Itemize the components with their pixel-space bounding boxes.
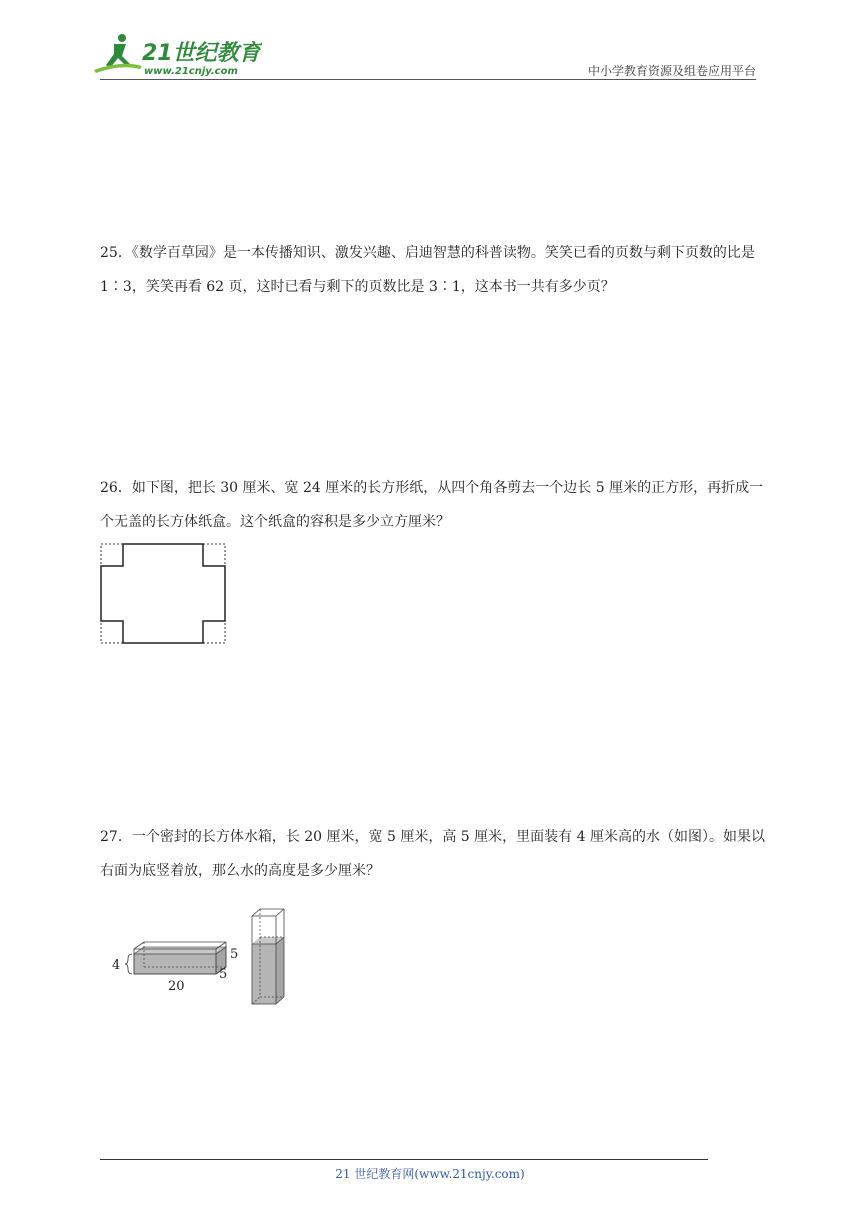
vertical-tank: [252, 909, 284, 1004]
footer-text: 21 世纪教育网(www.21cnjy.com): [335, 1167, 525, 1181]
water-height-label: 4: [112, 958, 121, 973]
question-text: 《数学百草园》是一本传播知识、激发兴趣、启迪智慧的科普读物。笑笑已看的页数与剩下页数的比是 1∶3，笑笑再看 62 页，这时已看与剩下的页数比是 3∶1，这本书一共有多少页？: [100, 245, 755, 295]
cross-outline: [101, 544, 225, 643]
paper-cut-diagram: [98, 541, 230, 647]
horizontal-tank: [112, 942, 238, 994]
question-text: 一个密封的长方体水箱，长 20 厘米，宽 5 厘米，高 5 厘米，里面装有 4 厘米高的水（如图）。如果以右面为底竖着放，那么水的高度是多少厘米？: [100, 829, 765, 879]
cut-corner-squares: [101, 544, 225, 643]
question-27: [100, 820, 765, 888]
question-number: 25．: [100, 245, 132, 261]
logo: [92, 30, 262, 78]
question-number: 26．: [100, 480, 132, 496]
question-number: 27．: [100, 829, 132, 845]
page-header: [0, 0, 860, 80]
water-tank-diagram: [106, 904, 306, 1008]
footer-divider: [100, 1159, 708, 1160]
header-divider: [100, 79, 756, 80]
runner-icon: [94, 34, 142, 73]
width-label: 5: [219, 967, 228, 982]
question-25: [100, 236, 765, 304]
platform-name: 中小学教育资源及组卷应用平台: [587, 64, 756, 78]
question-text: 如下图，把长 30 厘米、宽 24 厘米的长方形纸，从四个角各剪去一个边长 5 厘米的正方形，再折成一个无盖的长方体纸盒。这个纸盒的容积是多少立方厘米？: [100, 480, 764, 530]
height-label: 5: [230, 947, 239, 962]
logo-url: www.21cnjy.com: [144, 66, 238, 77]
logo-text: 21世纪教育: [142, 41, 261, 66]
question-26: [100, 471, 765, 539]
length-label: 20: [168, 979, 185, 994]
